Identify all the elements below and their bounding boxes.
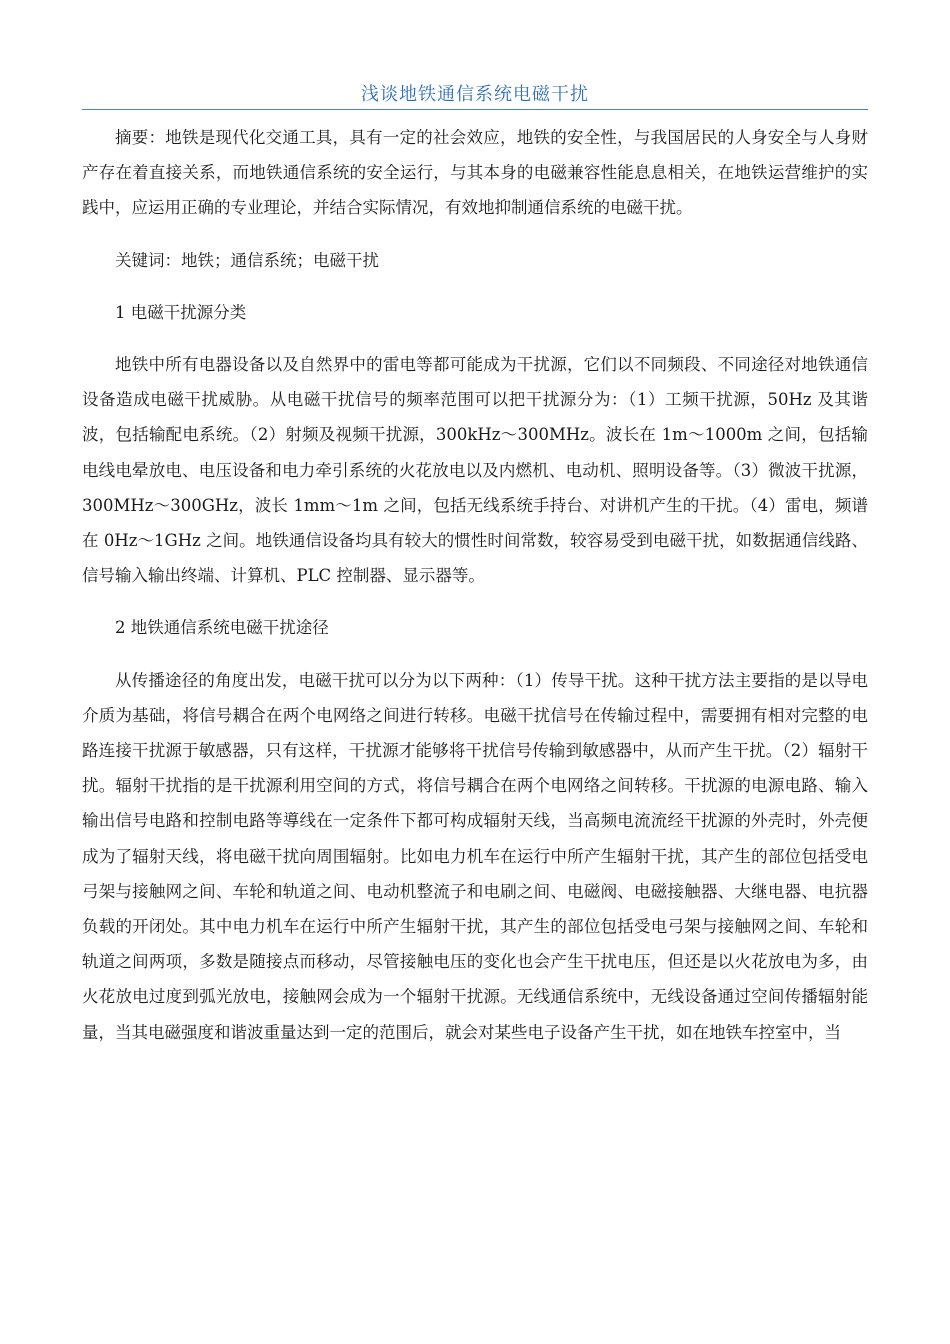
section-1-paragraph: 地铁中所有电器设备以及自然界中的雷电等都可能成为干扰源，它们以不同频段、不同途径对地铁通信设备造成电磁干扰威胁。从电磁干扰信号的频率范围可以把干扰源分为：（1）工频干扰源，50Hz 及其谐波，包括输配电系统。（2）射频及视频干扰源，300kHz～300MHz。波长在 1m～1000m 之间，包括输电线电晕放电、电压设备和电力牵引系统的火花放电以及内燃机、电动机、照明设备等。（3）微波干扰源，300MHz～300GHz，波长 1mm～1m 之间，包括无线系统手持台、对讲机产生的干扰。（4）雷电，频谱在 0Hz～1GHz 之间。地铁通信设备均具有较大的惯性时间常数，较容易受到电磁干扰，如数据通信线路、信号输入输出终端、计算机、PLC 控制器、显示器等。 [82,355,868,586]
title-underline [82,109,868,110]
section-2-paragraph: 从传播途径的角度出发，电磁干扰可以分为以下两种：（1）传导干扰。这种干扰方法主要指的是以导电介质为基础，将信号耦合在两个电网络之间进行转移。电磁干扰信号在传输过程中，需要拥有相对完整的电路连接干扰源于敏感器，只有这样，干扰源才能够将干扰信号传输到敏感器中，从而产生干扰。（2）辐射干扰。辐射干扰指的是干扰源利用空间的方式，将信号耦合在两个电网络之间转移。干扰源的电源电路、输入输出信号电路和控制电路等導线在一定条件下都可构成辐射天线，当高频电流流经干扰源的外壳时，外壳便成为了辐射天线，将电磁干扰向周围辐射。比如电力机车在运行中所产生辐射干扰，其产生的部位包括受电弓架与接触网之间、车轮和轨道之间、电动机整流子和电刷之间、电磁阀、电磁接触器、大继电器、电抗器负载的开闭处。其中电力机车在运行中所产生辐射干扰，其产生的部位包括受电弓架与接触网之间、车轮和轨道之间两项，多数是随接点而移动，尽管接触电压的变化也会产生干扰电压，但还是以火花放电为多，由火花放电过度到弧光放电，接触网会成为一个辐射干扰源。无线通信系统中，无线设备通过空间传播辐射能量，当其电磁强度和谐波重量达到一定的范围后，就会对某些电子设备产生干扰，如在地铁车控室中，当 [82,670,868,1042]
keywords-line: 关键词：地铁；通信系统；电磁干扰 [115,250,379,270]
section-1-heading: 1 电磁干扰源分类 [115,302,247,322]
document-title: 浅谈地铁通信系统电磁干扰 [361,84,589,105]
document-body [82,120,868,1050]
abstract-paragraph: 摘要：地铁是现代化交通工具，具有一定的社会效应，地铁的安全性，与我国居民的人身安全与人身财产存在着直接关系，而地铁通信系统的安全运行，与其本身的电磁兼容性能息息相关，在地铁运营维护的实践中，应运用正确的专业理论，并结合实际情况，有效地抑制通信系统的电磁干扰。 [82,128,868,218]
section-2-heading: 2 地铁通信系统电磁干扰途径 [115,618,329,638]
